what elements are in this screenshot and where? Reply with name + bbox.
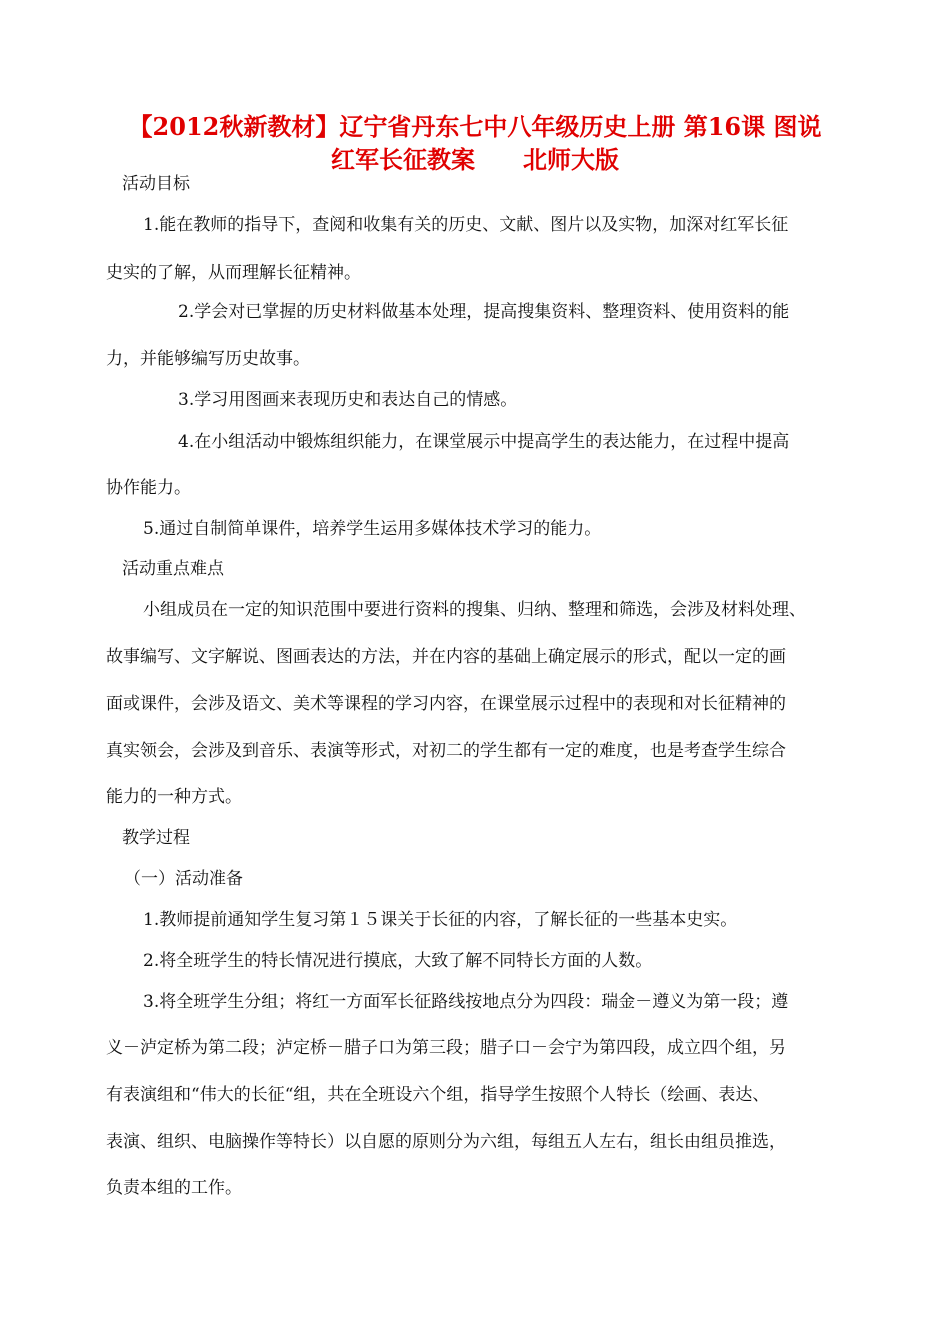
paragraph-line: 负责本组的工作。 — [106, 1178, 242, 1198]
document-title — [80, 110, 870, 176]
paragraph-line: 5.通过自制简单课件，培养学生运用多媒体技术学习的能力。 — [143, 519, 602, 539]
paragraph-line: 义－泸定桥为第二段；泸定桥－腊子口为第三段；腊子口－会宁为第四段，成立四个组，另 — [106, 1038, 786, 1058]
title-line-1: 【2012秋新教材】辽宁省丹东七中八年级历史上册 第16课 图说 — [128, 112, 822, 141]
paragraph-line: 3.学习用图画来表现历史和表达自己的情感。 — [178, 390, 518, 410]
paragraph-line: 2.学会对已掌握的历史材料做基本处理，提高搜集资料、整理资料、使用资料的能 — [178, 302, 790, 322]
paragraph-line: 1.能在教师的指导下，查阅和收集有关的历史、文献、图片以及实物，加深对红军长征 — [143, 215, 789, 235]
section-heading-key-points: 活动重点难点 — [122, 559, 224, 579]
section-heading-process: 教学过程 — [122, 828, 190, 848]
paragraph-line: 小组成员在一定的知识范围中要进行资料的搜集、归纳、整理和筛选，会涉及材料处理、 — [143, 600, 806, 620]
paragraph-line: 有表演组和“伟大的长征“组，共在全班设六个组，指导学生按照个人特长（绘画、表达、 — [106, 1085, 770, 1105]
paragraph-line: 1.教师提前通知学生复习第１５课关于长征的内容，了解长征的一些基本史实。 — [143, 910, 738, 930]
subsection-heading: （一）活动准备 — [124, 869, 243, 889]
paragraph-line: 协作能力。 — [106, 478, 191, 498]
paragraph-line: 真实领会，会涉及到音乐、表演等形式，对初二的学生都有一定的难度，也是考查学生综合 — [106, 741, 786, 761]
section-heading-goals: 活动目标 — [122, 174, 190, 194]
paragraph-line: 力，并能够编写历史故事。 — [106, 349, 310, 369]
paragraph-line: 能力的一种方式。 — [106, 787, 242, 807]
paragraph-line: 故事编写、文字解说、图画表达的方法，并在内容的基础上确定展示的形式，配以一定的画 — [106, 647, 786, 667]
paragraph-line: 表演、组织、电脑操作等特长）以自愿的原则分为六组，每组五人左右，组长由组员推选， — [106, 1132, 786, 1152]
paragraph-line: 3.将全班学生分组；将红一方面军长征路线按地点分为四段：瑞金－遵义为第一段；遵 — [143, 992, 789, 1012]
paragraph-line: 4.在小组活动中锻炼组织能力，在课堂展示中提高学生的表达能力，在过程中提高 — [178, 432, 790, 452]
title-line-2: 红军长征教案 北师大版 — [331, 145, 619, 174]
paragraph-line: 2.将全班学生的特长情况进行摸底，大致了解不同特长方面的人数。 — [143, 951, 653, 971]
paragraph-line: 面或课件，会涉及语文、美术等课程的学习内容，在课堂展示过程中的表现和对长征精神的 — [106, 694, 786, 714]
paragraph-line: 史实的了解，从而理解长征精神。 — [106, 263, 361, 283]
